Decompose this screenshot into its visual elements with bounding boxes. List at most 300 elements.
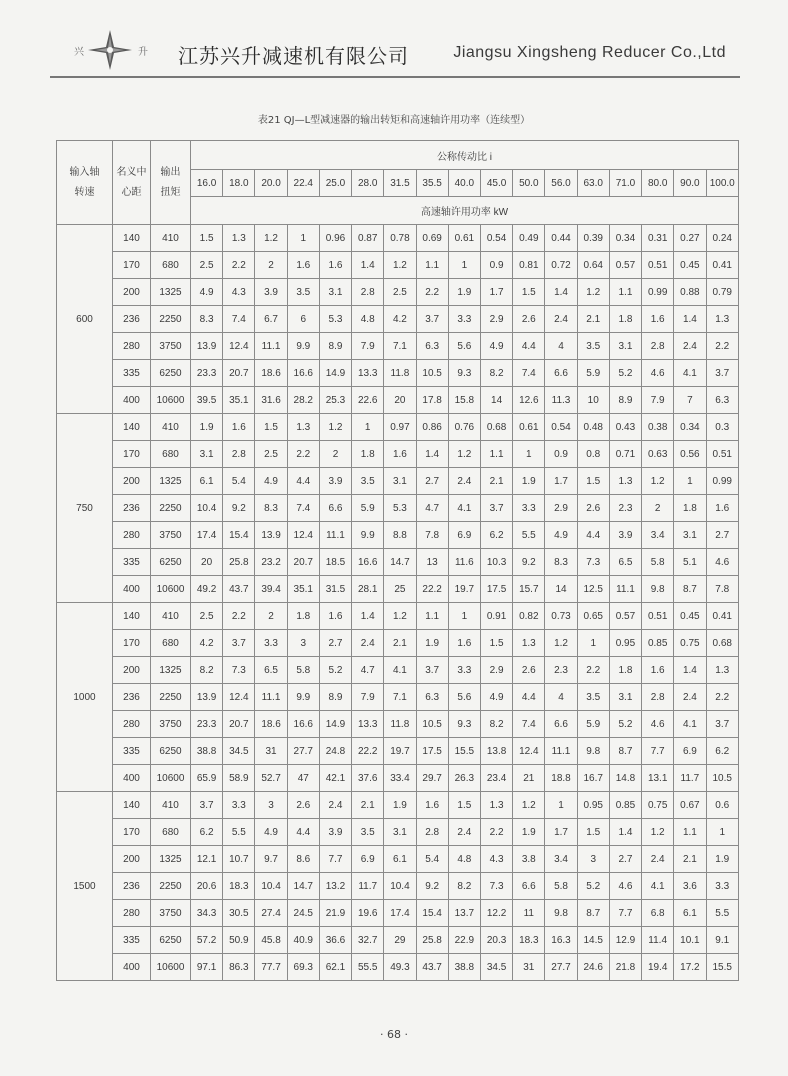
power-value-cell: 7.7 bbox=[642, 738, 674, 765]
power-value-cell: 0.75 bbox=[642, 792, 674, 819]
power-value-cell: 1.6 bbox=[384, 441, 416, 468]
power-value-cell: 2.9 bbox=[480, 306, 512, 333]
page-number: · 68 · bbox=[380, 1028, 408, 1041]
power-value-cell: 0.85 bbox=[642, 630, 674, 657]
power-value-cell: 2.9 bbox=[545, 495, 577, 522]
power-value-cell: 17.5 bbox=[480, 576, 512, 603]
output-torque-cell: 10600 bbox=[151, 765, 191, 792]
power-value-cell: 11.8 bbox=[384, 711, 416, 738]
power-value-cell: 16.6 bbox=[352, 549, 384, 576]
power-value-cell: 1.9 bbox=[384, 792, 416, 819]
center-distance-cell: 140 bbox=[113, 792, 151, 819]
center-distance-cell: 280 bbox=[113, 333, 151, 360]
power-value-cell: 3.7 bbox=[706, 711, 738, 738]
power-value-cell: 18.6 bbox=[255, 711, 287, 738]
power-value-cell: 1.2 bbox=[642, 468, 674, 495]
power-value-cell: 42.1 bbox=[319, 765, 351, 792]
power-value-cell: 1.4 bbox=[352, 603, 384, 630]
power-value-cell: 0.51 bbox=[642, 252, 674, 279]
output-torque-cell: 410 bbox=[151, 603, 191, 630]
power-value-cell: 15.4 bbox=[223, 522, 255, 549]
power-value-cell: 2.6 bbox=[513, 657, 545, 684]
power-value-cell: 11.1 bbox=[609, 576, 641, 603]
power-value-cell: 9.8 bbox=[642, 576, 674, 603]
power-value-cell: 2 bbox=[642, 495, 674, 522]
power-value-cell: 4.7 bbox=[416, 495, 448, 522]
ratio-header-cell: 50.0 bbox=[513, 170, 545, 197]
output-torque-cell: 2250 bbox=[151, 684, 191, 711]
power-value-cell: 0.31 bbox=[642, 225, 674, 252]
power-value-cell: 1.5 bbox=[480, 630, 512, 657]
table-row bbox=[57, 954, 739, 981]
power-value-cell: 20.7 bbox=[223, 711, 255, 738]
power-value-cell: 20 bbox=[191, 549, 223, 576]
power-value-cell: 3.3 bbox=[255, 630, 287, 657]
power-value-cell: 2.1 bbox=[352, 792, 384, 819]
table-row bbox=[57, 684, 739, 711]
power-value-cell: 2.5 bbox=[191, 252, 223, 279]
power-value-cell: 9.8 bbox=[545, 900, 577, 927]
power-value-cell: 13.8 bbox=[480, 738, 512, 765]
power-value-cell: 22.9 bbox=[448, 927, 480, 954]
power-value-cell: 1.1 bbox=[416, 252, 448, 279]
power-value-cell: 4.3 bbox=[480, 846, 512, 873]
power-value-cell: 24.5 bbox=[287, 900, 319, 927]
power-value-cell: 6.2 bbox=[706, 738, 738, 765]
power-value-cell: 0.51 bbox=[642, 603, 674, 630]
center-distance-cell: 236 bbox=[113, 306, 151, 333]
center-distance-cell: 236 bbox=[113, 873, 151, 900]
power-value-cell: 3.3 bbox=[513, 495, 545, 522]
power-value-cell: 8.9 bbox=[319, 684, 351, 711]
power-value-cell: 4.2 bbox=[191, 630, 223, 657]
power-value-cell: 30.5 bbox=[223, 900, 255, 927]
power-value-cell: 9.3 bbox=[448, 360, 480, 387]
power-value-cell: 0.99 bbox=[706, 468, 738, 495]
power-value-cell: 1.5 bbox=[577, 819, 609, 846]
ratio-header-cell: 90.0 bbox=[674, 170, 706, 197]
power-value-cell: 25.8 bbox=[416, 927, 448, 954]
power-value-cell: 4.9 bbox=[191, 279, 223, 306]
power-value-cell: 0.9 bbox=[480, 252, 512, 279]
power-value-cell: 11.1 bbox=[545, 738, 577, 765]
ratio-header-cell: 28.0 bbox=[352, 170, 384, 197]
power-value-cell: 1.8 bbox=[287, 603, 319, 630]
power-value-cell: 1.6 bbox=[319, 252, 351, 279]
power-value-cell: 24.6 bbox=[577, 954, 609, 981]
power-value-cell: 5.5 bbox=[706, 900, 738, 927]
power-value-cell: 0.72 bbox=[545, 252, 577, 279]
power-value-cell: 5.3 bbox=[384, 495, 416, 522]
center-distance-cell: 400 bbox=[113, 954, 151, 981]
power-value-cell: 2.1 bbox=[480, 468, 512, 495]
power-value-cell: 1.5 bbox=[448, 792, 480, 819]
power-value-cell: 9.8 bbox=[577, 738, 609, 765]
power-value-cell: 1.6 bbox=[223, 414, 255, 441]
output-torque-cell: 10600 bbox=[151, 576, 191, 603]
power-value-cell: 11 bbox=[513, 900, 545, 927]
power-value-cell: 3.9 bbox=[255, 279, 287, 306]
power-value-cell: 8.3 bbox=[191, 306, 223, 333]
power-value-cell: 37.6 bbox=[352, 765, 384, 792]
power-value-cell: 1.9 bbox=[706, 846, 738, 873]
power-value-cell: 3.1 bbox=[191, 441, 223, 468]
output-torque-cell: 3750 bbox=[151, 900, 191, 927]
power-value-cell: 1.3 bbox=[223, 225, 255, 252]
power-value-cell: 1.5 bbox=[513, 279, 545, 306]
power-value-cell: 0.54 bbox=[480, 225, 512, 252]
power-value-cell: 0.67 bbox=[674, 792, 706, 819]
col-header-output-torque bbox=[151, 141, 191, 225]
power-value-cell: 1.1 bbox=[416, 603, 448, 630]
power-value-cell: 1.7 bbox=[480, 279, 512, 306]
page-header bbox=[50, 28, 740, 76]
power-value-cell: 4.1 bbox=[448, 495, 480, 522]
power-value-cell: 2.4 bbox=[674, 333, 706, 360]
power-value-cell: 22.2 bbox=[352, 738, 384, 765]
power-value-cell: 7.8 bbox=[416, 522, 448, 549]
power-value-cell: 1.4 bbox=[674, 657, 706, 684]
power-value-cell: 0.91 bbox=[480, 603, 512, 630]
table-row bbox=[57, 927, 739, 954]
header-divider bbox=[50, 76, 740, 78]
power-value-cell: 9.1 bbox=[706, 927, 738, 954]
table-row bbox=[57, 225, 739, 252]
power-value-cell: 6.3 bbox=[706, 387, 738, 414]
power-value-cell: 11.1 bbox=[319, 522, 351, 549]
power-value-cell: 1.4 bbox=[352, 252, 384, 279]
power-value-cell: 6.2 bbox=[480, 522, 512, 549]
output-torque-cell: 10600 bbox=[151, 387, 191, 414]
col-header-input-speed-line1: 输入轴 bbox=[69, 166, 100, 178]
power-value-cell: 1.4 bbox=[416, 441, 448, 468]
power-value-cell: 12.5 bbox=[577, 576, 609, 603]
power-value-cell: 6.7 bbox=[255, 306, 287, 333]
table-row bbox=[57, 495, 739, 522]
power-value-cell: 2.8 bbox=[352, 279, 384, 306]
power-value-cell: 1.3 bbox=[706, 306, 738, 333]
power-value-cell: 0.24 bbox=[706, 225, 738, 252]
power-value-cell: 1.2 bbox=[384, 252, 416, 279]
power-value-cell: 2.6 bbox=[287, 792, 319, 819]
power-value-cell: 4.7 bbox=[352, 657, 384, 684]
power-value-cell: 17.5 bbox=[416, 738, 448, 765]
power-value-cell: 2.2 bbox=[223, 603, 255, 630]
power-value-cell: 4.9 bbox=[255, 819, 287, 846]
power-value-cell: 1.9 bbox=[513, 468, 545, 495]
center-distance-cell: 280 bbox=[113, 900, 151, 927]
table-row bbox=[57, 549, 739, 576]
power-value-cell: 50.9 bbox=[223, 927, 255, 954]
power-value-cell: 3.3 bbox=[448, 306, 480, 333]
power-value-cell: 1 bbox=[448, 252, 480, 279]
power-value-cell: 20 bbox=[384, 387, 416, 414]
power-value-cell: 2.6 bbox=[513, 306, 545, 333]
col-header-torque-line1: 输出 bbox=[160, 166, 181, 178]
power-value-cell: 19.7 bbox=[448, 576, 480, 603]
power-value-cell: 8.2 bbox=[480, 360, 512, 387]
power-value-cell: 22.2 bbox=[416, 576, 448, 603]
input-speed-cell: 600 bbox=[57, 225, 113, 414]
power-value-cell: 18.3 bbox=[223, 873, 255, 900]
power-value-cell: 40.9 bbox=[287, 927, 319, 954]
power-value-cell: 3.7 bbox=[223, 630, 255, 657]
center-distance-cell: 280 bbox=[113, 711, 151, 738]
power-value-cell: 1.2 bbox=[448, 441, 480, 468]
power-value-cell: 47 bbox=[287, 765, 319, 792]
power-value-cell: 15.5 bbox=[706, 954, 738, 981]
power-value-cell: 0.68 bbox=[480, 414, 512, 441]
power-value-cell: 35.1 bbox=[223, 387, 255, 414]
power-value-cell: 8.7 bbox=[577, 900, 609, 927]
output-torque-cell: 3750 bbox=[151, 522, 191, 549]
power-value-cell: 1.8 bbox=[609, 306, 641, 333]
power-value-cell: 0.64 bbox=[577, 252, 609, 279]
power-value-cell: 6.5 bbox=[609, 549, 641, 576]
power-value-cell: 9.2 bbox=[416, 873, 448, 900]
power-value-cell: 11.1 bbox=[255, 333, 287, 360]
power-value-cell: 7.9 bbox=[642, 387, 674, 414]
power-value-cell: 2.4 bbox=[352, 630, 384, 657]
table-row bbox=[57, 792, 739, 819]
power-value-cell: 2 bbox=[255, 252, 287, 279]
power-value-cell: 36.6 bbox=[319, 927, 351, 954]
power-value-cell: 1.3 bbox=[480, 792, 512, 819]
power-value-cell: 2.2 bbox=[416, 279, 448, 306]
power-value-cell: 2.2 bbox=[577, 657, 609, 684]
power-value-cell: 5.4 bbox=[223, 468, 255, 495]
power-value-cell: 4.4 bbox=[287, 468, 319, 495]
power-value-cell: 0.48 bbox=[577, 414, 609, 441]
power-value-cell: 0.71 bbox=[609, 441, 641, 468]
power-value-cell: 4.4 bbox=[513, 684, 545, 711]
power-value-cell: 2.2 bbox=[223, 252, 255, 279]
power-value-cell: 2.2 bbox=[480, 819, 512, 846]
power-value-cell: 1.6 bbox=[706, 495, 738, 522]
power-value-cell: 1.2 bbox=[642, 819, 674, 846]
power-value-cell: 1.2 bbox=[384, 603, 416, 630]
output-torque-cell: 680 bbox=[151, 441, 191, 468]
ratio-header-cell: 22.4 bbox=[287, 170, 319, 197]
power-value-cell: 7 bbox=[674, 387, 706, 414]
center-distance-cell: 170 bbox=[113, 252, 151, 279]
power-value-cell: 0.86 bbox=[416, 414, 448, 441]
power-value-cell: 6.9 bbox=[352, 846, 384, 873]
table-row bbox=[57, 414, 739, 441]
power-value-cell: 20.3 bbox=[480, 927, 512, 954]
power-value-cell: 2.5 bbox=[255, 441, 287, 468]
power-value-cell: 5.8 bbox=[545, 873, 577, 900]
power-value-cell: 7.4 bbox=[513, 711, 545, 738]
power-value-cell: 19.7 bbox=[384, 738, 416, 765]
power-value-cell: 34.5 bbox=[223, 738, 255, 765]
power-value-cell: 0.51 bbox=[706, 441, 738, 468]
power-value-cell: 8.2 bbox=[448, 873, 480, 900]
power-value-cell: 8.6 bbox=[287, 846, 319, 873]
table-row bbox=[57, 900, 739, 927]
power-value-cell: 43.7 bbox=[223, 576, 255, 603]
power-value-cell: 13.1 bbox=[642, 765, 674, 792]
power-value-cell: 23.3 bbox=[191, 711, 223, 738]
power-value-cell: 39.5 bbox=[191, 387, 223, 414]
power-value-cell: 0.41 bbox=[706, 252, 738, 279]
power-value-cell: 0.45 bbox=[674, 252, 706, 279]
power-value-cell: 6.3 bbox=[416, 684, 448, 711]
power-value-cell: 1.5 bbox=[255, 414, 287, 441]
power-value-cell: 2.7 bbox=[706, 522, 738, 549]
output-torque-cell: 680 bbox=[151, 819, 191, 846]
power-value-cell: 5.2 bbox=[319, 657, 351, 684]
power-value-cell: 0.9 bbox=[545, 441, 577, 468]
power-value-cell: 31.6 bbox=[255, 387, 287, 414]
power-value-cell: 0.34 bbox=[674, 414, 706, 441]
table-row bbox=[57, 846, 739, 873]
power-value-cell: 0.38 bbox=[642, 414, 674, 441]
power-value-cell: 12.9 bbox=[609, 927, 641, 954]
power-value-cell: 8.9 bbox=[609, 387, 641, 414]
power-value-cell: 3.8 bbox=[513, 846, 545, 873]
power-value-cell: 4.1 bbox=[642, 873, 674, 900]
power-value-cell: 12.4 bbox=[223, 684, 255, 711]
power-value-cell: 24.8 bbox=[319, 738, 351, 765]
output-torque-cell: 10600 bbox=[151, 954, 191, 981]
power-value-cell: 14.9 bbox=[319, 711, 351, 738]
power-value-cell: 8.7 bbox=[674, 576, 706, 603]
center-distance-cell: 236 bbox=[113, 495, 151, 522]
power-value-cell: 8.9 bbox=[319, 333, 351, 360]
power-value-cell: 0.56 bbox=[674, 441, 706, 468]
power-value-cell: 4.4 bbox=[287, 819, 319, 846]
power-value-cell: 23.3 bbox=[191, 360, 223, 387]
power-value-cell: 7.1 bbox=[384, 333, 416, 360]
company-name-english: Jiangsu Xingsheng Reducer Co.,Ltd bbox=[453, 44, 726, 61]
power-value-cell: 52.7 bbox=[255, 765, 287, 792]
power-value-cell: 3.5 bbox=[287, 279, 319, 306]
power-value-cell: 3.4 bbox=[545, 846, 577, 873]
power-value-cell: 9.2 bbox=[223, 495, 255, 522]
power-value-cell: 0.85 bbox=[609, 792, 641, 819]
power-value-cell: 8.3 bbox=[545, 549, 577, 576]
power-value-cell: 86.3 bbox=[223, 954, 255, 981]
power-value-cell: 16.7 bbox=[577, 765, 609, 792]
power-value-cell: 0.82 bbox=[513, 603, 545, 630]
power-value-cell: 6.3 bbox=[416, 333, 448, 360]
output-torque-cell: 2250 bbox=[151, 873, 191, 900]
power-value-cell: 3.9 bbox=[319, 819, 351, 846]
power-value-cell: 10.4 bbox=[255, 873, 287, 900]
power-value-cell: 7.3 bbox=[480, 873, 512, 900]
ratio-header-cell: 80.0 bbox=[642, 170, 674, 197]
center-distance-cell: 140 bbox=[113, 414, 151, 441]
table-row bbox=[57, 360, 739, 387]
power-value-cell: 5.5 bbox=[223, 819, 255, 846]
power-value-cell: 13 bbox=[416, 549, 448, 576]
power-value-cell: 20.7 bbox=[287, 549, 319, 576]
power-value-cell: 1.2 bbox=[513, 792, 545, 819]
output-torque-cell: 680 bbox=[151, 252, 191, 279]
power-value-cell: 6.9 bbox=[448, 522, 480, 549]
power-value-cell: 1.9 bbox=[513, 819, 545, 846]
power-value-cell: 21.9 bbox=[319, 900, 351, 927]
power-value-cell: 14.7 bbox=[384, 549, 416, 576]
power-value-cell: 2 bbox=[255, 603, 287, 630]
output-torque-cell: 1325 bbox=[151, 657, 191, 684]
col-header-center-line2: 心距 bbox=[121, 186, 142, 198]
power-value-cell: 3.1 bbox=[384, 819, 416, 846]
power-value-cell: 1.3 bbox=[706, 657, 738, 684]
power-value-cell: 0.87 bbox=[352, 225, 384, 252]
power-value-cell: 11.4 bbox=[642, 927, 674, 954]
power-value-cell: 0.39 bbox=[577, 225, 609, 252]
table-row bbox=[57, 819, 739, 846]
power-value-cell: 8.2 bbox=[191, 657, 223, 684]
power-value-cell: 6 bbox=[287, 306, 319, 333]
power-value-cell: 3.1 bbox=[609, 684, 641, 711]
power-value-cell: 31.5 bbox=[319, 576, 351, 603]
power-value-cell: 19.6 bbox=[352, 900, 384, 927]
power-value-cell: 2.4 bbox=[545, 306, 577, 333]
power-value-cell: 20.7 bbox=[223, 360, 255, 387]
power-value-cell: 12.1 bbox=[191, 846, 223, 873]
power-value-cell: 1 bbox=[545, 792, 577, 819]
power-value-cell: 3.9 bbox=[609, 522, 641, 549]
output-torque-cell: 1325 bbox=[151, 279, 191, 306]
power-value-cell: 2.1 bbox=[577, 306, 609, 333]
power-value-cell: 5.2 bbox=[609, 711, 641, 738]
power-value-cell: 7.3 bbox=[577, 549, 609, 576]
power-value-cell: 2.9 bbox=[480, 657, 512, 684]
power-value-cell: 6.6 bbox=[513, 873, 545, 900]
ratio-header-cell: 100.0 bbox=[706, 170, 738, 197]
output-torque-cell: 6250 bbox=[151, 738, 191, 765]
power-value-cell: 17.4 bbox=[384, 900, 416, 927]
power-value-cell: 2.8 bbox=[642, 684, 674, 711]
power-value-cell: 1.2 bbox=[255, 225, 287, 252]
power-value-cell: 0.61 bbox=[448, 225, 480, 252]
table-row bbox=[57, 873, 739, 900]
power-value-cell: 7.7 bbox=[609, 900, 641, 927]
power-value-cell: 31 bbox=[255, 738, 287, 765]
table-row bbox=[57, 252, 739, 279]
power-value-cell: 1 bbox=[706, 819, 738, 846]
power-value-cell: 3.7 bbox=[480, 495, 512, 522]
power-value-cell: 58.9 bbox=[223, 765, 255, 792]
power-value-cell: 4.3 bbox=[223, 279, 255, 306]
power-value-cell: 27.7 bbox=[287, 738, 319, 765]
power-value-cell: 21.8 bbox=[609, 954, 641, 981]
power-value-cell: 1.9 bbox=[448, 279, 480, 306]
power-value-cell: 4.4 bbox=[513, 333, 545, 360]
ratio-header-cell: 56.0 bbox=[545, 170, 577, 197]
power-value-cell: 16.3 bbox=[545, 927, 577, 954]
power-value-cell: 1.8 bbox=[352, 441, 384, 468]
power-value-cell: 11.3 bbox=[545, 387, 577, 414]
power-value-cell: 9.9 bbox=[287, 684, 319, 711]
power-value-cell: 2.6 bbox=[577, 495, 609, 522]
power-value-cell: 5.4 bbox=[416, 846, 448, 873]
power-value-cell: 1.5 bbox=[577, 468, 609, 495]
power-value-cell: 10 bbox=[577, 387, 609, 414]
power-value-cell: 2.8 bbox=[416, 819, 448, 846]
output-torque-cell: 410 bbox=[151, 792, 191, 819]
table-row bbox=[57, 387, 739, 414]
power-value-cell: 2.4 bbox=[448, 468, 480, 495]
power-value-cell: 4.9 bbox=[480, 684, 512, 711]
power-value-cell: 5.2 bbox=[609, 360, 641, 387]
input-speed-cell: 750 bbox=[57, 414, 113, 603]
power-value-cell: 13.9 bbox=[191, 333, 223, 360]
power-value-cell: 7.4 bbox=[287, 495, 319, 522]
